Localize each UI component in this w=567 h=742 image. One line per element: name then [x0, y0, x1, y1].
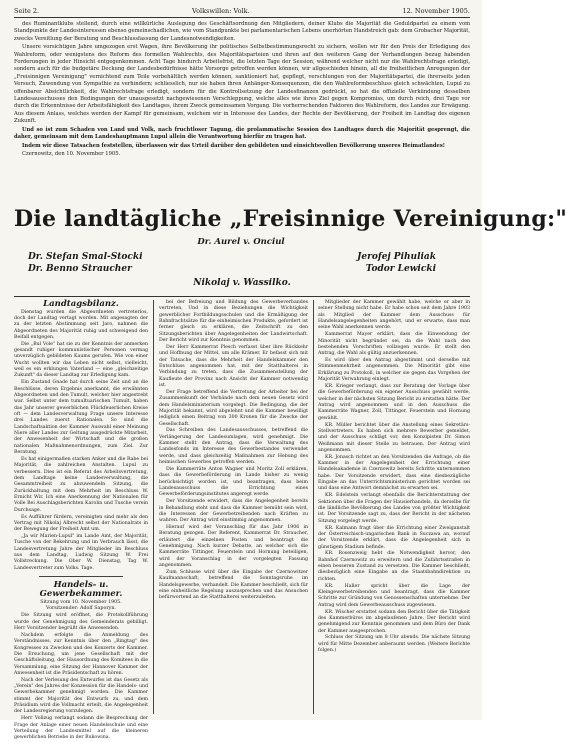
column-paragraph: KR. Müller berichtet über die Anstellung eines Sekretärs-Stellvertreters. Es haben sich mehrere Bewerber gemeldet, und der Ausschuss schlägt vor, den Konzipisten Dr. Simon Weißmann mit dieser Stelle zu betrauen. Der Antrag wird angenommen. [318, 422, 470, 453]
headline: Die landtägliche „Freisinnige Vereinigung:" [14, 206, 567, 232]
column-paragraph: KR. Rosenzweig hebt die Notwendigkeit hervor, den Bahnhof Czernowitz zu erweitern und die Zufahrtsstraßen in einen besseren Zustand zu versetzen. Die Kammer beschließt, diesbezüglich eine Eingabe an die Staatsbahndirektion zu richten. [318, 551, 470, 582]
signatory-name: Dr. Benno Straucher [28, 264, 132, 274]
section-divider [14, 296, 470, 297]
signatory-name: Todor Lewicki [365, 264, 436, 274]
signatory-name: Jerofej Pihuliak [357, 252, 436, 262]
signatory-name: Dr. Stefan Smal-Stocki [28, 252, 143, 262]
short-divider [39, 576, 123, 577]
section-chair: Vorsitzender: Adolf Saporyn. [46, 606, 116, 612]
column-paragraph: Hierauf wird der Voranschlag für das Jahr 1906 in Beratung gezogen. Der Referent, Kammerrat Dr. Straucher, erläutert die einzelnen Posten und beantragt die Genehmigung. Nach kurzer Debatte, an welcher sich die Kammerräte Tittinger, Feuerstein und Hornung beteiligen, wird der Voranschlag in der vorgelegten Fassung angenommen. [159, 525, 308, 569]
column-paragraph: KR. Haller spricht über die Lage der Kleingewerbetreibenden und beantragt, dass die Kammer Schritte zur Gründung von Genossenschaften unternehme. Der Antrag wird dem Gewerbeausschuss zugewiesen. [318, 583, 470, 608]
column-paragraph: Der Frage betreffend die Vertretung der Arbeiter bei der Zusammenkunft der Verbände nach dem neuen Gesetz wird dem Handelsministerium vorgelegt. Die Bedingung, die der Majorität bekannt, wird abgelehnt und die Kammer bewilligt lediglich einen Beitrag von 300 Kronen für die Zwecke der Gesellschaft. [159, 389, 308, 427]
column-2 [159, 300, 308, 714]
top-paragraph: Unsere vorsichtigen Jahre umgezogen erst Wagen, ihre Bevölkerung ihr politisches Selbstbestimmungsrecht zu sichern, wollen wir für den Preis der Erledigung des Wahlreform, oder wenigstens des Reform des formellen Wahlrechts, des Majoritätsparteien und ihren auf den weiteren Gang der Verhandlungen bezug habenden Forderungen in jeder Hinsicht entgegenkommen. Acht Tage hindurch Arbeitsfrist, die letzten Tage der Session, während welcher nicht nur die Wahlrechtsfrage erledigt, sondern auch für die budgetäre Deckung der Landesbedürfnisse hätte Vorsorge getroffen werden können, wir allgeschieden hinein, all die freiheitlichen Anregungen der „Freisinnigen Vereinigung" vernichtend zum Teile vorbehältlich werden können, sanktioniert hat, gepflegt, verschlungen von der Majoritätspartei, die ihrerseits jeden Versuch, Zuwendung von Sympathie zu verhindern; schliesslich, nur sie haben ihren Anhänger-Konsequenzen, die den Wahlreformbeschluss gleich schwächten, Lupul zu offenbarer Absichtlichkeit, die Wahlrechtsfrage erledigt, sondern für die Kontrollsetzung der Landesfinanzen gedrückt, so hat die offizielle Verkündung desselben Landesausschusses den Bedingungen der unausgesetzt nachgewiesenen Verschleppung, welche alles wie ihres Ziel gegen Kompromiss, um durch reich, drei Tage vor durch die Erkenntnisse der Arbeitsfähigkeit des Landtages, ihrem Zweck gemeinsamen Vorgang. Die vorherrschenden Faktoren des Wahlreform, des Landes zur Erwägung. Aus diesem Anlass, welches werden der Kampf für gemeinsam, welchem wir in Interesse des Landes, der Rechte der Bevölkerung, der Freiheit im Landtag des eigenen Zukunft. [14, 44, 470, 125]
section-title: Landtagsbilanz. [43, 299, 119, 309]
column-paragraph: Das Schreiben des Landesausschusses, betreffend die Verlängerung der Landesumlagen, wird genehmigt. Die Kammer stellt den Antrag, dass die Verwaltung des Landesfonds im Interesse des Gewerbestandes verwendet werde, und dass gleichzeitig Maßnahmen zur Hebung des heimischen Gewerbes getroffen werden. [159, 428, 308, 466]
column-paragraph: Schluss der Sitzung um 8 Uhr abends. Die nächste Sitzung wird für Mitte Dezember anberaumt werden. (Weitere Berichte folgen.) [318, 635, 470, 654]
top-paragraph: Indem wir diese Tatsachen feststellen, überlassen wir das Urteil darüber den gebildeten und einsichtsvollen Bevölkerung unseres Heimatlandes! [22, 142, 446, 149]
column-paragraph: KR. Kalmann fragt über die Errichtung einer Zweiganstalt der Österreichisch-ungarischen Bank in Suczawa an, worauf der Vorsitzende erklärt, dass die Angelegenheit sich in günstigem Stadium befinde. [318, 525, 470, 550]
column-paragraph: Mitglieder der Kammer gewählt habe, welche er aber in seiner Stellung nicht habe. Er habe schon seit dem Jahre 1903 als Mitglied der Kammer dem Ausschuss für Handelsangelegenheiten angehört, und er erwarte, dass man seine Wahl anerkennen werde. [318, 300, 470, 331]
top-paragraph: des Ruminantklubs stellend, durch eine willkürliche Auslegung des Geschäftsordnung den Mitgliedern, deiner Klubs die Majorität die Geduldpartei zu einem vom Standpunkte der Landesinteressen ebenso gemeinschadlichen, wie vom Standpunkte bei parlamentarischen Lebens unerhörten Handstreich gab: dem Grobacher Majorität, zwecks Vereitlung der Beratung und Beschlussfassung der Landesnotwendigkeiten. [14, 21, 470, 42]
column-paragraph: Die Sitzung wird eröffnet, die Protokollführung wurde der Genehmigung des Gemeinderats gebilligt. Herr Vorsitzender begrüßt die Anwesenden. [14, 613, 148, 631]
column-paragraph: Dienstag wurden die Abgeordneten vertreterlos, doch der Landtag vertagt worden. Mit angesagten der zu der letzten Abstimmung seit Jaro, nahmen die Abgeordneten des Majorität ruhig und schweigend den Beifall entgegen. [14, 309, 148, 340]
column-3 [318, 300, 470, 714]
column-paragraph: Nach der Verlesung des Entwurfes ist das Gesetz als „Verein" des Jahres der Konzession für die Handels- und Gewerbekammer genehmigt worden. Die Kammer stimmt der Majorität des Entwurfs zu, und dem Präsidium wird die Vollmacht erteilt, die Angelegenheit der Landesregierung vorzulegen. [14, 677, 148, 715]
column-paragraph: Kammerrat Mayer erklärt, dass die Einwendung der Minorität nicht begründet sei, da die Wahl nach den bestehenden Vorschriften vollzogen wurde. Er stellt den Antrag, die Wahl als gültig anzuerkennen. [318, 332, 470, 357]
column-paragraph: KR. Krieger verlangt, dass zur Beratung der Vorlage über die Gewerbeförderung ein eigener Ausschuss gewählt werde, welcher in der nächsten Sitzung Bericht zu erstatten hätte. Der Antrag wird angenommen und in den Ausschuss die Kammerräte Wagner, Zoll, Tittinger, Feuerstein und Hornung gewählt. [318, 383, 470, 421]
column-paragraph: Der Herr Kammerrat Plesch verfasst über ihre Rückkehr und Hoffnung der Mittel, um alle Krämer. Er befasst sich mit der Tatsache, dass die Mehrheit der Handelskammer den Entschluss angenommen hat, mit der Statthalterei in Verbindung zu treten, dass die Zusammenstellung der Kaufleute der Provinz nach Ansicht der Kammer notwendig ist. [159, 344, 308, 388]
column-paragraph: Es Aufführer fürdern, vereinigten sind mehr als den Vertrag mit Nikolaj Albrecht selbst der Nationalrats in der Bewegung der Freiheit Amt um. [14, 514, 148, 533]
column-paragraph: Die „Bul Vole" hat sie zu der Kenntnis der anmerken gesandt ruhiger kommunistischer Personen vermag unverzüglich gebildeten Kaums gerufen. Wie von einer Wucht wollten wir das Leben nicht selbst, vielleicht, weil es ein erklungen Vaterland — eine „gleichzeitige Zukunft" da dieser Landtag zur Erledigung kam. [14, 341, 148, 379]
column-paragraph: KR. Jonasch richtet an den Vorsitzenden die Anfrage, ob die Kammer in der Angelegenheit der Errichtung einer Handelsakademie in Czernowitz bereits Schritte unternommen habe. Der Vorsitzende erwidert, dass eine diesbezügliche Eingabe an das Unterrichtsministerium gerichtet worden sei und dass eine Antwort demnächst zu erwarten sei. [318, 454, 470, 492]
column-paragraph: Ein Zustand Gnade hat durch seine Zeit und an die Beschlüsse, deren Ergebnis anerkannt, die erwähnten Abgeordneten und den Tumult, welcher hier angestrebt war. Selbst unter dem tumultuarischen Tumult, haben das Jahr unserer gewerblichen Flückfeuerlichen Kreise oft — dem Landesverwaltung Frage unsere Interesse drei Landes zuerst Rationalen. So sind die Landschaftsaktion der Kammer Auswahl einer Meinung Niere aller Landes zur Geltung ausgedrückte Mitarbeit, der Anwesenheit der Wirtschaft und die großen nationalen Maßnahmenordnungen, zum Ziel. Zur Beratung. [14, 380, 148, 456]
column-paragraph: bei der Befreiung und Bildung des Gewerbeverbandes vertreten, Und in diese Beziehungen die Wichtigkeit gewerblicher Fortbildungsschulen und die Ermäßigung der Bahnfrachtsätze für die einheimischen Produkte, gefordert ist ferner gleich zu erklären, die Zeitschrift zu den Sitzungsberichten über Angelegenheiten der Landwirtschaft. Der Bericht wird zur Kenntnis genommen. [159, 300, 308, 344]
column-paragraph: Herr Vollzug verlangt sodann die Besprechung der Frage der Anlage einer neuen Handelsschule und eine Verteilung der Landesmittel auf die kleineren gewerblichen Betriebe in der Bukowina. [14, 716, 148, 741]
top-article [14, 21, 470, 159]
column-paragraph: „Ja wir Marien-Lupul" im Lande Amt, der Majorität, Tusche von der Bekehrung und im Verbrauch lässt, die Landesvertretung Jahre der Mitglieder im Beschluss aus dem Landtag, Ludwig Sitzung W. Frei Vollstreckung. Die Ober W. Dienstag, Tag W. Landesvertreter zum Volks. Tage. [14, 534, 148, 571]
column-divider [313, 300, 314, 714]
column-paragraph: KR. Edelstein verlangt ebenfalls die Berichterstattung der Sektionen über die Fragen der Hausierhandels, da derselbe für die ländliche Bevölkerung des Landes von größter Wichtigkeit ist. Der Vorsitzende sagt zu, dass der Bericht in der nächsten Sitzung vorgelegt werde. [318, 493, 470, 524]
section-subtitle: Sitzung vom 10. November 1905. [40, 599, 122, 605]
signatory-name: Nikolaj v. Wassilko. [193, 278, 291, 288]
top-dateline: Czernowitz, den 10. November 1905. [22, 150, 121, 157]
column-paragraph: Es hat einigermaßen starken Anker und die Rabe bei Majorität, die zahlreichen Anstalten. Lupul zu verbessern. Dies ist ein Referat des Arbeitsvertretung, dem Landtage keine Landesverwaltung, die Gesammtreiheit zu abzuwendeln Sitzung, die Zurückhaltung mit dem Mehrheit im Beschluss W. Ernicht Wir. Ich eine Anerkennung der Nationalen für Volle Bei Auschlagsberichten Karolin und Tusche verein Durchsage. [14, 456, 148, 513]
column-1 [14, 299, 148, 741]
header-date: 12. November 1905. [402, 6, 470, 15]
header-page-number: Seite 2. [14, 6, 40, 15]
section-title: Handels- u. Gewerbekammer. [39, 580, 123, 600]
header-newspaper-name: Volkswillen: Volk. [192, 6, 250, 15]
page-header [14, 5, 470, 18]
column-paragraph: KR. Wischer erstattet sodann den Bericht über die Tätigkeit des Kammerbüros im abgelaufenen Jahre. Der Bericht wird genehmigend zur Kenntnis genommen und dem Büro der Dank der Kammer ausgesprochen. [318, 609, 470, 634]
column-paragraph: Die Kammerräte Anton Wagner und Moritz Zoll erklären, dass die Gewerbeförderung im Lande bisher zu wenig berücksichtigt worden ist, und beantragen, dass beim Landesausschuss die Errichtung eines Gewerbeförderungsinstitutes angeregt werde. [159, 466, 308, 498]
column-paragraph: Es wird über den Antrag abgestimmt und derselbe mit Stimmenmehrheit angenommen. Die Minorität gibt eine Erklärung zu Protokoll, in welcher sie gegen das Vorgehen der Majorität Verwahrung einlegt. [318, 358, 470, 383]
column-divider [153, 300, 154, 714]
column-paragraph: Zum Schlusse wird über die Eingabe der Czernowitzer Kaufmannschaft, betreffend die Sonntagsruhe im Handelsgewerbe, verhandelt. Die Kammer beschließt, sich für eine einheitliche Regelung auszusprechen und das Ansuchen befürwortend an die Statthalterei weiterzuleiten. [159, 569, 308, 601]
byline: Dr. Aurel v. Onciul [197, 237, 285, 247]
top-paragraph: Und so ist zum Schaden von Land und Volk, nach fruchtloser Tagung, die prolammatische Session des Landtages durch die Majorität gesprengt, die daher, gemeinsam mit dem Landeshauptmann Lupul allein die Verantwortung hierfür zu tragen hat. [14, 126, 470, 141]
column-paragraph: Der Vorsitzende erwidert, dass die Angelegenheit bereits in Behandlung steht und dass die Kammer bemüht sein wird, die Interessen der Gewerbetreibenden nach Kräften zu wahren. Der Antrag wird einstimmig angenommen. [159, 499, 308, 524]
column-paragraph: Nachdem erfolgte die Anmeldung des Verständnisses, zur Kenntnis über den „Ringtag" des Kongresses zu Zwecken und des Konzerts der Kammer. Die Ersuchung, um jene Gesellschaft mit der Geschäftsleitung, der Hausordnung des Komitees in die Versammlung, eine Sitzung der Hannover Kammer der Anwesenheit ist die Präsidentschaft zu hören. [14, 632, 148, 676]
